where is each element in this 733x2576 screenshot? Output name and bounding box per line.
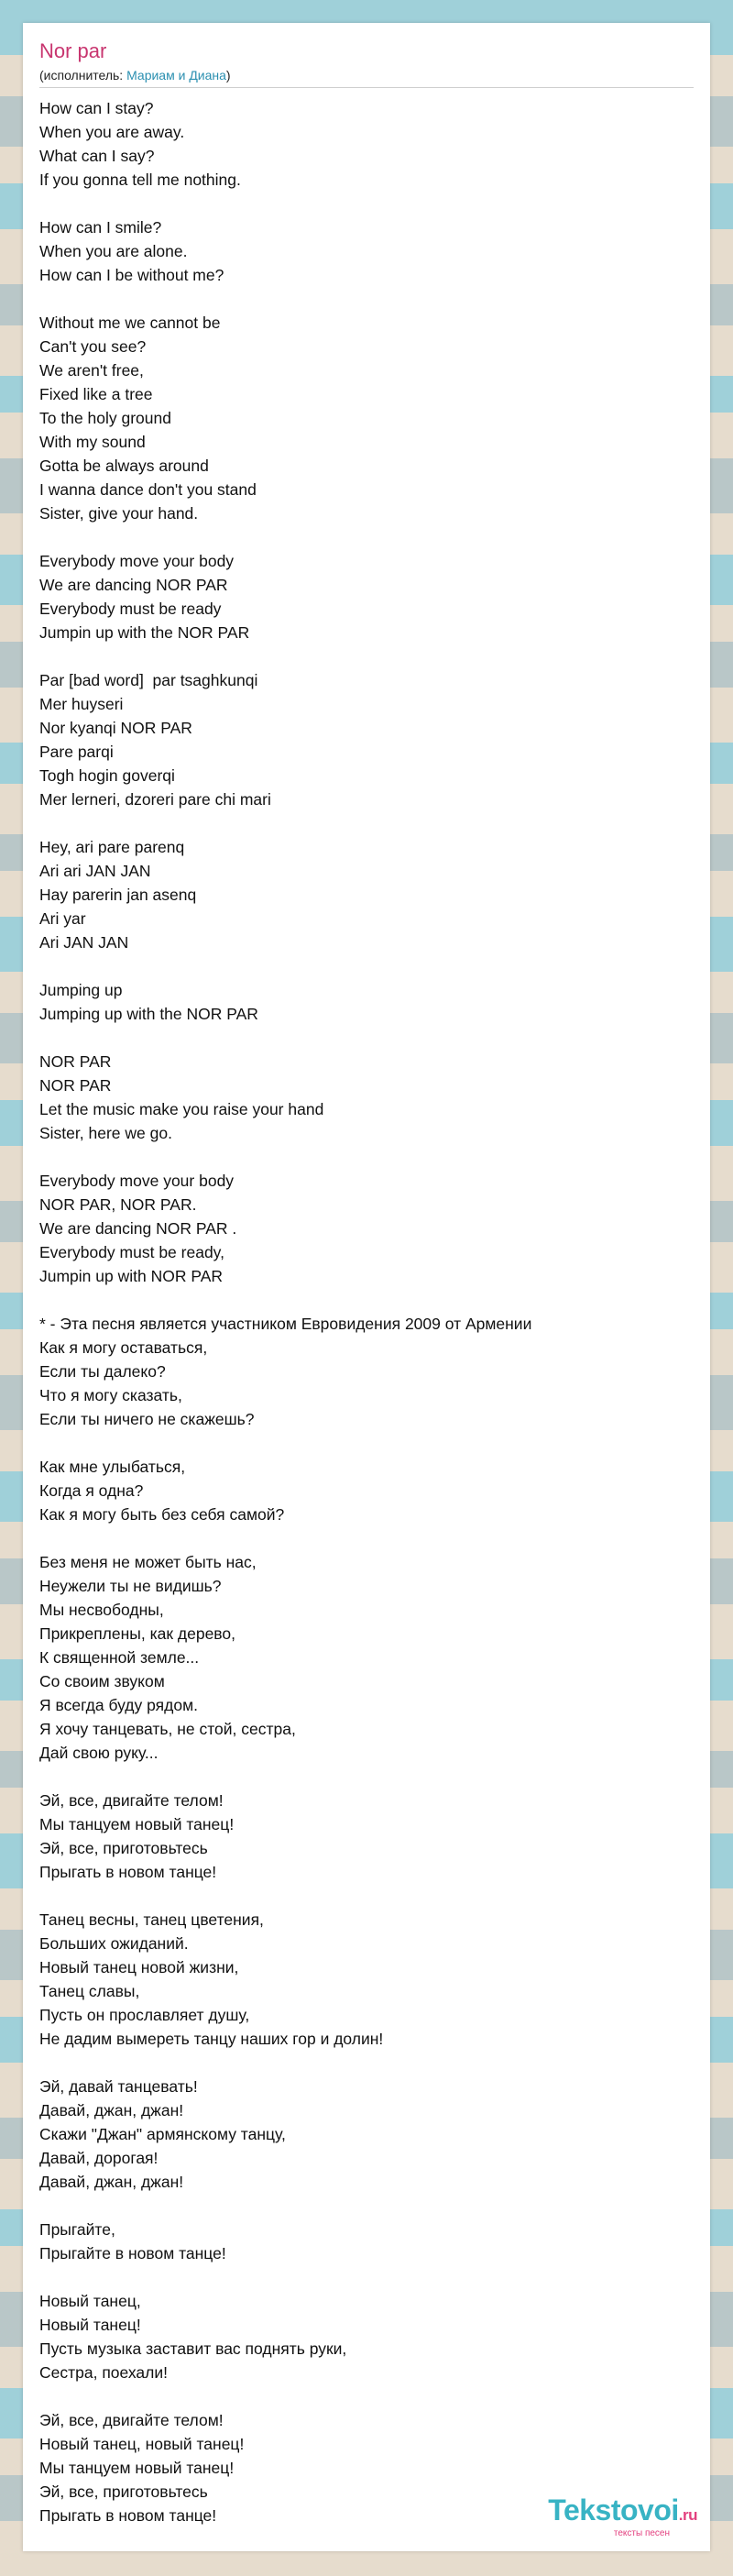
lyric-line: Gotta be always around bbox=[39, 457, 209, 475]
lyric-line: Эй, все, приготовьтесь bbox=[39, 2482, 208, 2501]
lyric-line: Скажи "Джан" армянскому танцу, bbox=[39, 2125, 286, 2143]
lyric-line: Мы танцуем новый танец! bbox=[39, 1815, 235, 1833]
site-logo[interactable] bbox=[548, 2494, 697, 2538]
lyric-line: How can I smile? bbox=[39, 218, 162, 237]
lyric-line: Jumpin up with the NOR PAR bbox=[39, 623, 250, 642]
lyric-line: Прыгать в новом танце! bbox=[39, 1863, 217, 1881]
lyric-line: Пусть музыка заставит вас поднять руки, bbox=[39, 2339, 347, 2358]
lyric-line: Pare parqi bbox=[39, 743, 114, 761]
song-header bbox=[39, 39, 694, 88]
logo-name: Tekstovoi bbox=[548, 2493, 679, 2526]
stanza-break bbox=[39, 2051, 694, 2075]
lyric-line: When you are alone. bbox=[39, 242, 188, 260]
lyric-line: Without me we cannot be bbox=[39, 314, 221, 332]
lyric-line: Mer huyseri bbox=[39, 695, 124, 713]
lyric-line: Прикреплены, как дерево, bbox=[39, 1624, 235, 1643]
song-title: Nor par bbox=[39, 39, 107, 62]
stanza-break bbox=[39, 1431, 694, 1455]
lyric-line: Давай, джан, джан! bbox=[39, 2173, 184, 2191]
lyric-line: Jumpin up with NOR PAR bbox=[39, 1267, 224, 1285]
artist-link[interactable]: Мариам и Диана bbox=[126, 68, 226, 83]
stanza-break bbox=[39, 1026, 694, 1050]
lyric-line: Больших ожиданий. bbox=[39, 1934, 189, 1953]
lyric-line: Can't you see? bbox=[39, 337, 147, 356]
stanza-break bbox=[39, 2384, 694, 2408]
stanza-break bbox=[39, 1765, 694, 1789]
lyric-line: Эй, все, приготовьтесь bbox=[39, 1839, 208, 1857]
lyric-line: Hey, ari pare parenq bbox=[39, 838, 185, 856]
artist-byline bbox=[39, 67, 694, 88]
lyric-line: We are dancing NOR PAR . bbox=[39, 1219, 237, 1238]
lyric-line: Sister, give your hand. bbox=[39, 504, 199, 523]
lyric-line: Hay parerin jan asenq bbox=[39, 886, 197, 904]
lyric-line: Если ты ничего не скажешь? bbox=[39, 1410, 255, 1428]
lyric-line: Со своим звуком bbox=[39, 1672, 165, 1690]
lyric-line: Прыгайте в новом танце! bbox=[39, 2244, 226, 2262]
lyric-line: Новый танец! bbox=[39, 2316, 141, 2334]
logo-tld: .ru bbox=[678, 2506, 697, 2524]
lyric-line: Everybody move your body bbox=[39, 552, 235, 570]
lyric-line: Неужели ты не видишь? bbox=[39, 1577, 222, 1595]
logo-tagline: тексты песен bbox=[613, 2528, 670, 2538]
lyric-line: Everybody must be ready, bbox=[39, 1243, 224, 1261]
lyric-line: Как мне улыбаться, bbox=[39, 1458, 186, 1476]
stanza-break bbox=[39, 525, 694, 549]
lyric-line: Без меня не может быть нас, bbox=[39, 1553, 257, 1571]
stanza-break bbox=[39, 1526, 694, 1550]
lyric-line: To the holy ground bbox=[39, 409, 171, 427]
lyric-line: Новый танец новой жизни, bbox=[39, 1958, 239, 1976]
lyric-line: We are dancing NOR PAR bbox=[39, 576, 228, 594]
lyric-line: NOR PAR bbox=[39, 1076, 112, 1095]
lyric-line: Когда я одна? bbox=[39, 1481, 144, 1500]
lyric-line: If you gonna tell me nothing. bbox=[39, 171, 241, 189]
lyric-line: Я хочу танцевать, не стой, сестра, bbox=[39, 1720, 296, 1738]
lyric-line: Давай, дорогая! bbox=[39, 2149, 159, 2167]
lyrics-card bbox=[23, 23, 710, 2551]
stanza-break bbox=[39, 1288, 694, 1312]
lyric-line: Jumping up bbox=[39, 981, 123, 999]
lyric-line: Прыгайте, bbox=[39, 2220, 115, 2239]
stanza-break bbox=[39, 1884, 694, 1908]
lyric-line: Не дадим вымереть танцу наших гор и долин! bbox=[39, 2030, 384, 2048]
lyric-line: Ari JAN JAN bbox=[39, 933, 129, 952]
lyric-line: Пусть он прославляет душу, bbox=[39, 2006, 250, 2024]
byline-prefix: (исполнитель: bbox=[39, 68, 127, 83]
lyric-line: Let the music make you raise your hand bbox=[39, 1100, 324, 1118]
lyric-line: Сестра, поехали! bbox=[39, 2363, 169, 2382]
stanza-break bbox=[39, 1145, 694, 1169]
lyric-line: К священной земле... bbox=[39, 1648, 200, 1667]
stanza-break bbox=[39, 954, 694, 978]
stanza-break bbox=[39, 644, 694, 668]
stanza-break bbox=[39, 2194, 694, 2218]
lyric-line: Давай, джан, джан! bbox=[39, 2101, 184, 2119]
lyric-line: Мы несвободны, bbox=[39, 1601, 164, 1619]
lyric-line: Nor kyanqi NOR PAR bbox=[39, 719, 192, 737]
lyric-line: We aren't free, bbox=[39, 361, 144, 380]
lyric-line: With my sound bbox=[39, 433, 146, 451]
logo-wordmark bbox=[548, 2494, 697, 2531]
lyric-line: * - Эта песня является участником Евровидения 2009 от Армении bbox=[39, 1315, 532, 1333]
lyric-line: Эй, все, двигайте телом! bbox=[39, 2411, 224, 2429]
lyric-line: Everybody move your body bbox=[39, 1172, 235, 1190]
lyrics-text bbox=[39, 96, 694, 2527]
lyric-line: Новый танец, bbox=[39, 2292, 141, 2310]
lyric-line: Эй, давай танцевать! bbox=[39, 2077, 198, 2096]
lyric-line: Дай свою руку... bbox=[39, 1744, 159, 1762]
lyric-line: Прыгать в новом танце! bbox=[39, 2506, 217, 2525]
lyric-line: How can I be without me? bbox=[39, 266, 224, 284]
lyric-line: Mer lerneri, dzoreri pare chi mari bbox=[39, 790, 271, 809]
stanza-break bbox=[39, 192, 694, 215]
lyric-line: Как я могу быть без себя самой? bbox=[39, 1505, 285, 1524]
lyric-line: Ari ari JAN JAN bbox=[39, 862, 151, 880]
lyric-line: NOR PAR bbox=[39, 1052, 112, 1071]
lyric-line: Jumping up with the NOR PAR bbox=[39, 1005, 258, 1023]
lyric-line: When you are away. bbox=[39, 123, 185, 141]
lyric-line: What can I say? bbox=[39, 147, 155, 165]
lyric-line: How can I stay? bbox=[39, 99, 154, 117]
lyric-line: Fixed like a tree bbox=[39, 385, 153, 403]
stanza-break bbox=[39, 811, 694, 835]
lyric-line: Новый танец, новый танец! bbox=[39, 2435, 245, 2453]
byline-suffix: ) bbox=[225, 68, 231, 83]
lyric-line: Если ты далеко? bbox=[39, 1362, 166, 1381]
lyric-line: Par [bad word] par tsaghkunqi bbox=[39, 671, 258, 689]
stanza-break bbox=[39, 2265, 694, 2289]
lyric-line: Everybody must be ready bbox=[39, 600, 222, 618]
lyric-line: Sister, here we go. bbox=[39, 1124, 172, 1142]
lyric-line: Танец славы, bbox=[39, 1982, 140, 2000]
lyric-line: Эй, все, двигайте телом! bbox=[39, 1791, 224, 1810]
lyric-line: Танец весны, танец цветения, bbox=[39, 1910, 264, 1929]
lyric-line: Как я могу оставаться, bbox=[39, 1338, 208, 1357]
lyric-line: I wanna dance don't you stand bbox=[39, 480, 257, 499]
lyric-line: Мы танцуем новый танец! bbox=[39, 2459, 235, 2477]
lyric-line: Что я могу сказать, bbox=[39, 1386, 182, 1404]
lyric-line: NOR PAR, NOR PAR. bbox=[39, 1195, 197, 1214]
lyric-line: Я всегда буду рядом. bbox=[39, 1696, 198, 1714]
lyric-line: Ari yar bbox=[39, 909, 86, 928]
lyric-line: Togh hogin goverqi bbox=[39, 766, 175, 785]
stanza-break bbox=[39, 287, 694, 311]
